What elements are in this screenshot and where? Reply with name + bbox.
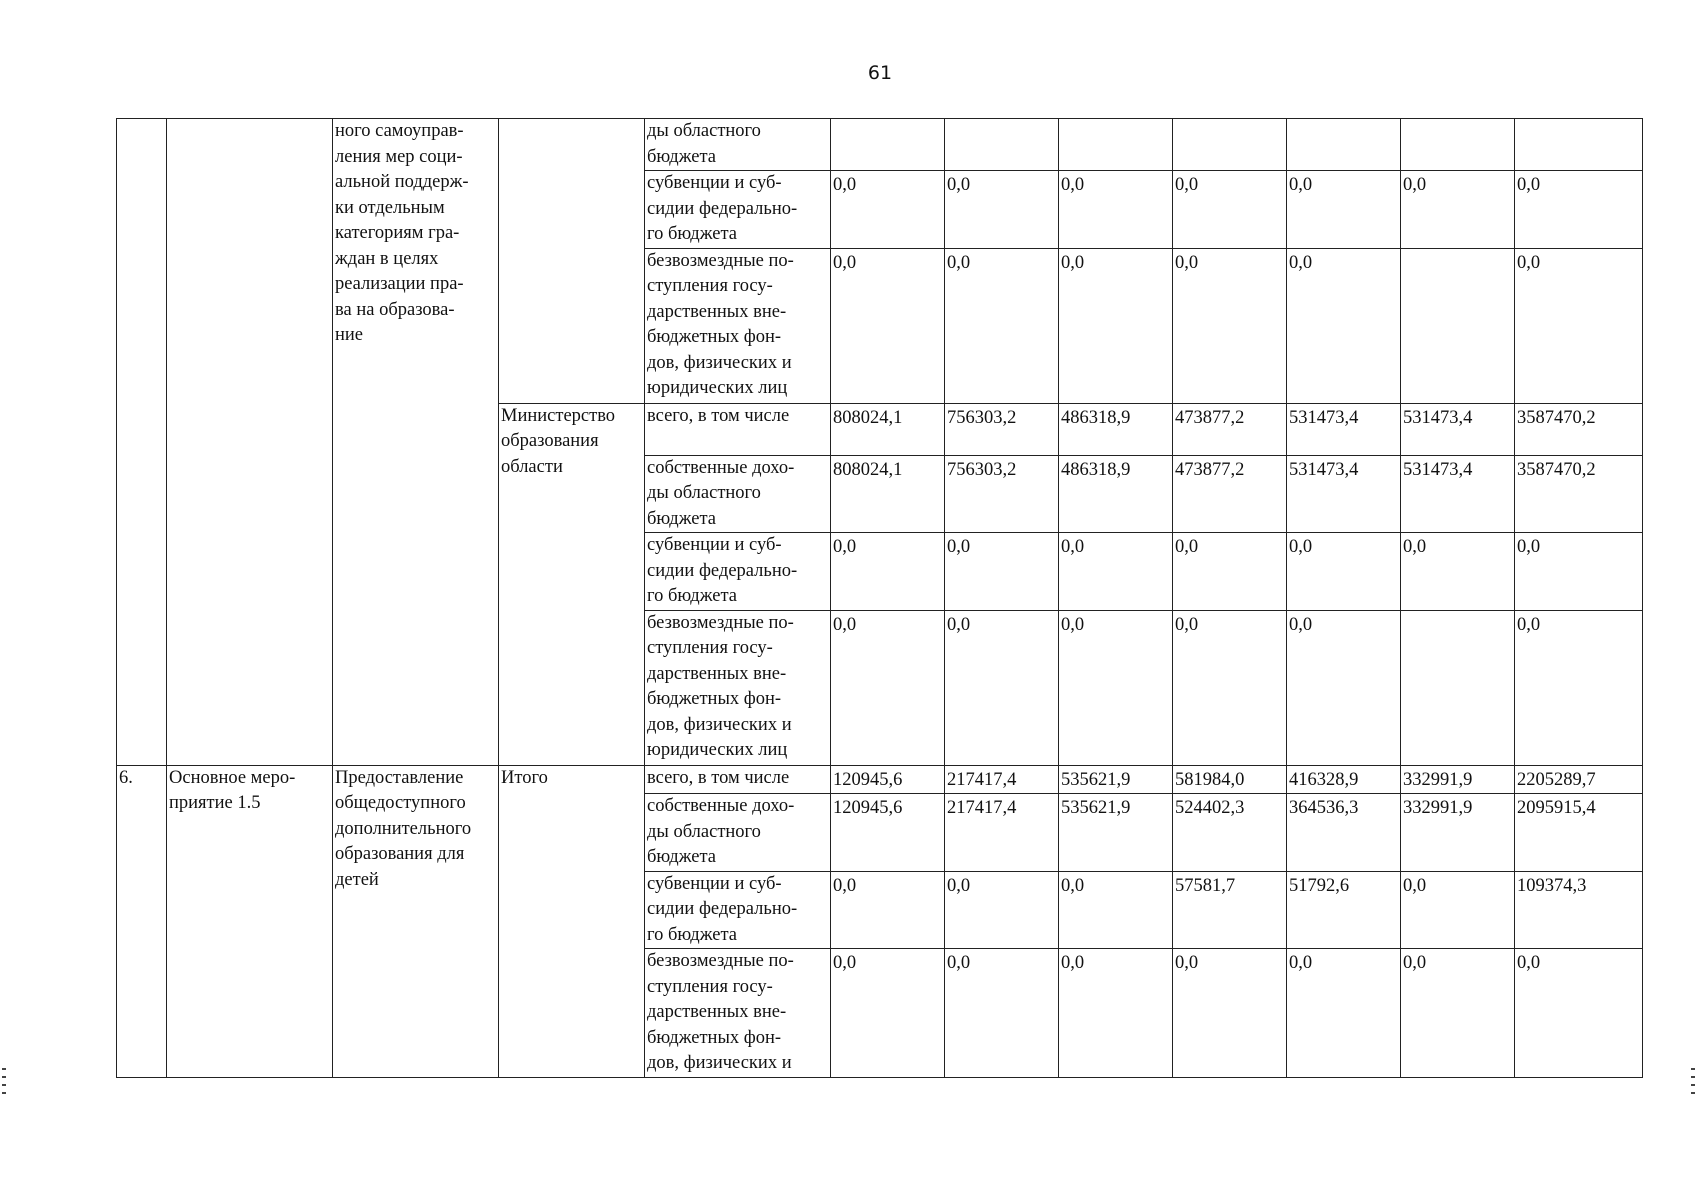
- value-cell: 0,0: [945, 533, 1059, 611]
- measure-name-cell: Основное меро- приятие 1.5: [167, 765, 333, 1077]
- value-cell: 0,0: [945, 610, 1059, 765]
- value-cell: 120945,6: [831, 765, 945, 794]
- value-cell: 3587470,2: [1515, 455, 1643, 533]
- value-cell: 0,0: [1059, 610, 1173, 765]
- value-cell: 0,0: [831, 949, 945, 1078]
- funding-source-cell: всего, в том числе: [645, 765, 831, 794]
- value-cell: 756303,2: [945, 403, 1059, 455]
- value-cell: 808024,1: [831, 403, 945, 455]
- value-cell: 531473,4: [1287, 403, 1401, 455]
- funding-source-cell: безвозмездные по- ступления госу- дарственных вне- бюджетных фон- дов, физических и: [645, 949, 831, 1078]
- value-cell: 0,0: [1515, 248, 1643, 403]
- value-cell: 808024,1: [831, 455, 945, 533]
- executor-cell: [499, 119, 645, 404]
- value-cell: 473877,2: [1173, 455, 1287, 533]
- table-row: [117, 119, 1643, 171]
- value-cell: [831, 119, 945, 171]
- value-cell: [945, 119, 1059, 171]
- value-cell: 0,0: [1059, 248, 1173, 403]
- value-cell: 0,0: [1515, 610, 1643, 765]
- value-cell: 531473,4: [1401, 455, 1515, 533]
- value-cell: [1401, 610, 1515, 765]
- funding-source-cell: субвенции и суб- сидии федерально- го бюджета: [645, 533, 831, 611]
- value-cell: 416328,9: [1287, 765, 1401, 794]
- value-cell: 120945,6: [831, 794, 945, 872]
- value-cell: 535621,9: [1059, 794, 1173, 872]
- value-cell: 0,0: [831, 171, 945, 249]
- value-cell: 486318,9: [1059, 403, 1173, 455]
- funding-source-cell: всего, в том числе: [645, 403, 831, 455]
- funding-source-cell: безвозмездные по- ступления госу- дарственных вне- бюджетных фон- дов, физических и юридических лиц: [645, 610, 831, 765]
- value-cell: 332991,9: [1401, 794, 1515, 872]
- value-cell: 217417,4: [945, 794, 1059, 872]
- value-cell: 486318,9: [1059, 455, 1173, 533]
- value-cell: 0,0: [831, 871, 945, 949]
- measure-name-cell: [167, 119, 333, 766]
- value-cell: 0,0: [1287, 949, 1401, 1078]
- value-cell: 756303,2: [945, 455, 1059, 533]
- funding-source-cell: субвенции и суб- сидии федерально- го бюджета: [645, 171, 831, 249]
- value-cell: 0,0: [1515, 949, 1643, 1078]
- value-cell: 0,0: [1059, 533, 1173, 611]
- value-cell: 0,0: [1173, 248, 1287, 403]
- value-cell: 0,0: [1059, 871, 1173, 949]
- value-cell: 0,0: [831, 248, 945, 403]
- value-cell: 524402,3: [1173, 794, 1287, 872]
- value-cell: 0,0: [1287, 610, 1401, 765]
- funding-source-cell: собственные дохо- ды областного бюджета: [645, 794, 831, 872]
- value-cell: 57581,7: [1173, 871, 1287, 949]
- value-cell: [1401, 119, 1515, 171]
- value-cell: 0,0: [831, 610, 945, 765]
- value-cell: 0,0: [1059, 171, 1173, 249]
- value-cell: 332991,9: [1401, 765, 1515, 794]
- page-number: 61: [867, 62, 893, 84]
- value-cell: 0,0: [1173, 171, 1287, 249]
- value-cell: [1173, 119, 1287, 171]
- value-cell: 0,0: [1515, 533, 1643, 611]
- funding-source-cell: ды областного бюджета: [645, 119, 831, 171]
- executor-cell: Итого: [499, 765, 645, 1077]
- value-cell: 3587470,2: [1515, 403, 1643, 455]
- funding-source-cell: субвенции и суб- сидии федерально- го бюджета: [645, 871, 831, 949]
- measure-description-cell: Предоставление общедоступного дополнительного образования для детей: [333, 765, 499, 1077]
- executor-cell: Министерство образования области: [499, 403, 645, 765]
- value-cell: 0,0: [1401, 949, 1515, 1078]
- value-cell: 0,0: [1401, 171, 1515, 249]
- value-cell: [1401, 248, 1515, 403]
- funding-table: [116, 118, 1643, 1078]
- value-cell: 0,0: [1287, 533, 1401, 611]
- value-cell: 0,0: [1287, 171, 1401, 249]
- value-cell: 364536,3: [1287, 794, 1401, 872]
- funding-source-cell: безвозмездные по- ступления госу- дарственных вне- бюджетных фон- дов, физических и юридических лиц: [645, 248, 831, 403]
- value-cell: 0,0: [945, 171, 1059, 249]
- table-row: [117, 765, 1643, 794]
- value-cell: 0,0: [945, 248, 1059, 403]
- value-cell: 109374,3: [1515, 871, 1643, 949]
- value-cell: 0,0: [945, 871, 1059, 949]
- value-cell: 0,0: [1059, 949, 1173, 1078]
- row-number-cell: 6.: [117, 765, 167, 1077]
- value-cell: 0,0: [1173, 533, 1287, 611]
- value-cell: 0,0: [945, 949, 1059, 1078]
- value-cell: 2205289,7: [1515, 765, 1643, 794]
- value-cell: 0,0: [1401, 871, 1515, 949]
- value-cell: 531473,4: [1401, 403, 1515, 455]
- measure-description-cell: ного самоуправ- ления мер соци- альной поддерж- ки отдельным категориям гра- ждан в целях реализации пра- ва на образова- ние: [333, 119, 499, 766]
- value-cell: 581984,0: [1173, 765, 1287, 794]
- value-cell: [1059, 119, 1173, 171]
- value-cell: 535621,9: [1059, 765, 1173, 794]
- funding-source-cell: собственные дохо- ды областного бюджета: [645, 455, 831, 533]
- value-cell: [1515, 119, 1643, 171]
- value-cell: 0,0: [1287, 248, 1401, 403]
- value-cell: 0,0: [1173, 949, 1287, 1078]
- value-cell: 0,0: [1173, 610, 1287, 765]
- value-cell: 531473,4: [1287, 455, 1401, 533]
- value-cell: 51792,6: [1287, 871, 1401, 949]
- value-cell: 0,0: [831, 533, 945, 611]
- value-cell: [1287, 119, 1401, 171]
- row-number-cell: [117, 119, 167, 766]
- value-cell: 217417,4: [945, 765, 1059, 794]
- value-cell: 0,0: [1401, 533, 1515, 611]
- value-cell: 473877,2: [1173, 403, 1287, 455]
- value-cell: 0,0: [1515, 171, 1643, 249]
- value-cell: 2095915,4: [1515, 794, 1643, 872]
